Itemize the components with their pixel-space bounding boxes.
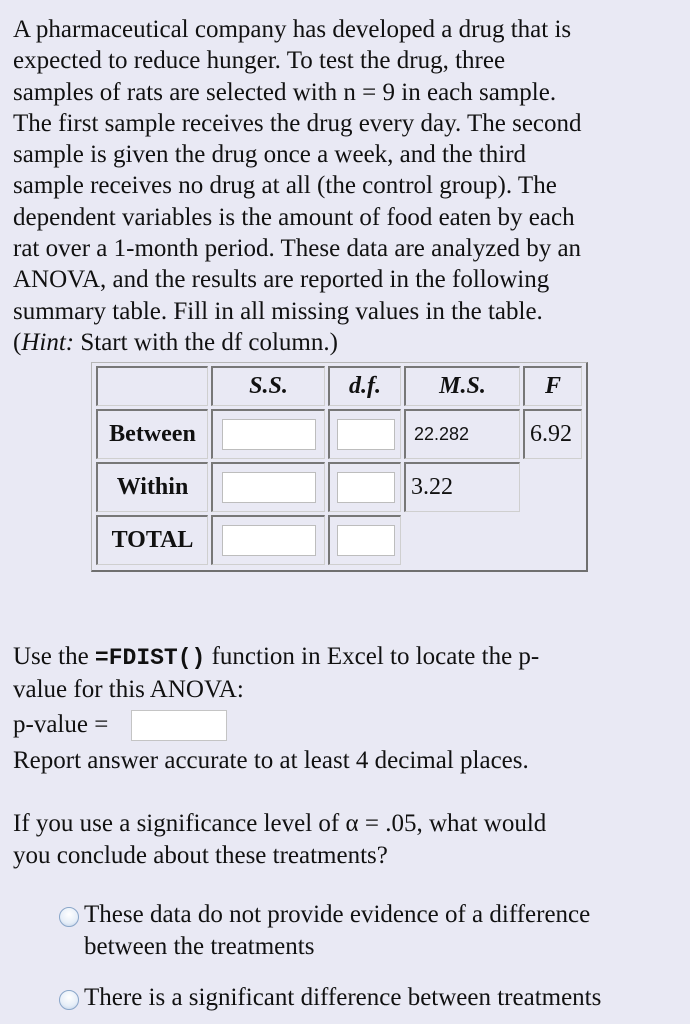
option-no-difference-radio[interactable]	[59, 907, 79, 927]
header-ms: M.S.	[404, 366, 520, 406]
row-label-within: Within	[96, 462, 208, 512]
row-label-total: TOTAL	[96, 515, 208, 565]
fdist-function: =FDIST()	[94, 645, 206, 671]
header-f: F	[523, 366, 582, 406]
row-label-between: Between	[96, 409, 208, 459]
between-df-input[interactable]	[337, 419, 395, 450]
fdist-after: function in Excel to locate the p- value for this ANOVA:	[13, 643, 540, 703]
p-value-input[interactable]	[131, 710, 227, 741]
header-ss: S.S.	[211, 366, 325, 406]
hint-text: Start with the df column.)	[74, 328, 338, 356]
option-significant-label[interactable]: There is a significant difference between treatments	[84, 984, 602, 1011]
total-df-input[interactable]	[337, 525, 395, 556]
within-df-input[interactable]	[337, 472, 395, 503]
within-ms-value: 3.22	[404, 462, 520, 512]
option-significant-radio[interactable]	[59, 990, 79, 1010]
header-df: d.f.	[328, 366, 401, 406]
option-no-difference-label[interactable]: These data do not provide evidence of a difference between the treatments	[84, 901, 591, 960]
between-ss-input[interactable]	[222, 419, 316, 450]
precision-note: Report answer accurate to at least 4 decimal places.	[13, 747, 529, 774]
hint-label: Hint:	[21, 328, 75, 356]
within-ss-input[interactable]	[222, 472, 316, 503]
anova-summary-table	[91, 362, 588, 572]
p-value-label: p-value =	[13, 711, 109, 738]
question-text: If you use a significance level of α = .05, what would you conclude about these treatments?	[13, 810, 547, 869]
between-f-value: 6.92	[523, 409, 582, 459]
total-ss-input[interactable]	[222, 525, 316, 556]
fdist-before: Use the	[13, 643, 95, 670]
fdist-instruction	[13, 641, 673, 706]
problem-statement: A pharmaceutical company has developed a drug that is expected to reduce hunger. To test the drug, three samples of rats are selected with n = 9 in each sample. The first sample receives the drug every day. The second sample is given the drug once a week, and the third sample receives no drug at all (the control group). The dependent variables is the amount of food eaten by each rat over a 1-month period. These data are analyzed by an ANOVA, and the results are reported in the following summary table. Fill in all missing values in the table. (Hint: Start with the df column.)	[13, 16, 582, 356]
header-corner-cell	[96, 366, 208, 406]
problem-text: A pharmaceutical company has developed a drug that is expected to reduce hunger. To test the drug, three samples of rats are selected with n = 9 in each sample. The first sample receives the drug every day. The second sample is given the drug once a week, and the third sample receives no drug at all (the control group). The dependent variables is the amount of food eaten by each rat over a 1-month period. These data are analyzed by an ANOVA, and the results are reported in the following summary table. Fill in all missing values in the table.	[13, 16, 582, 325]
between-ms-value: 22.282	[404, 409, 520, 459]
